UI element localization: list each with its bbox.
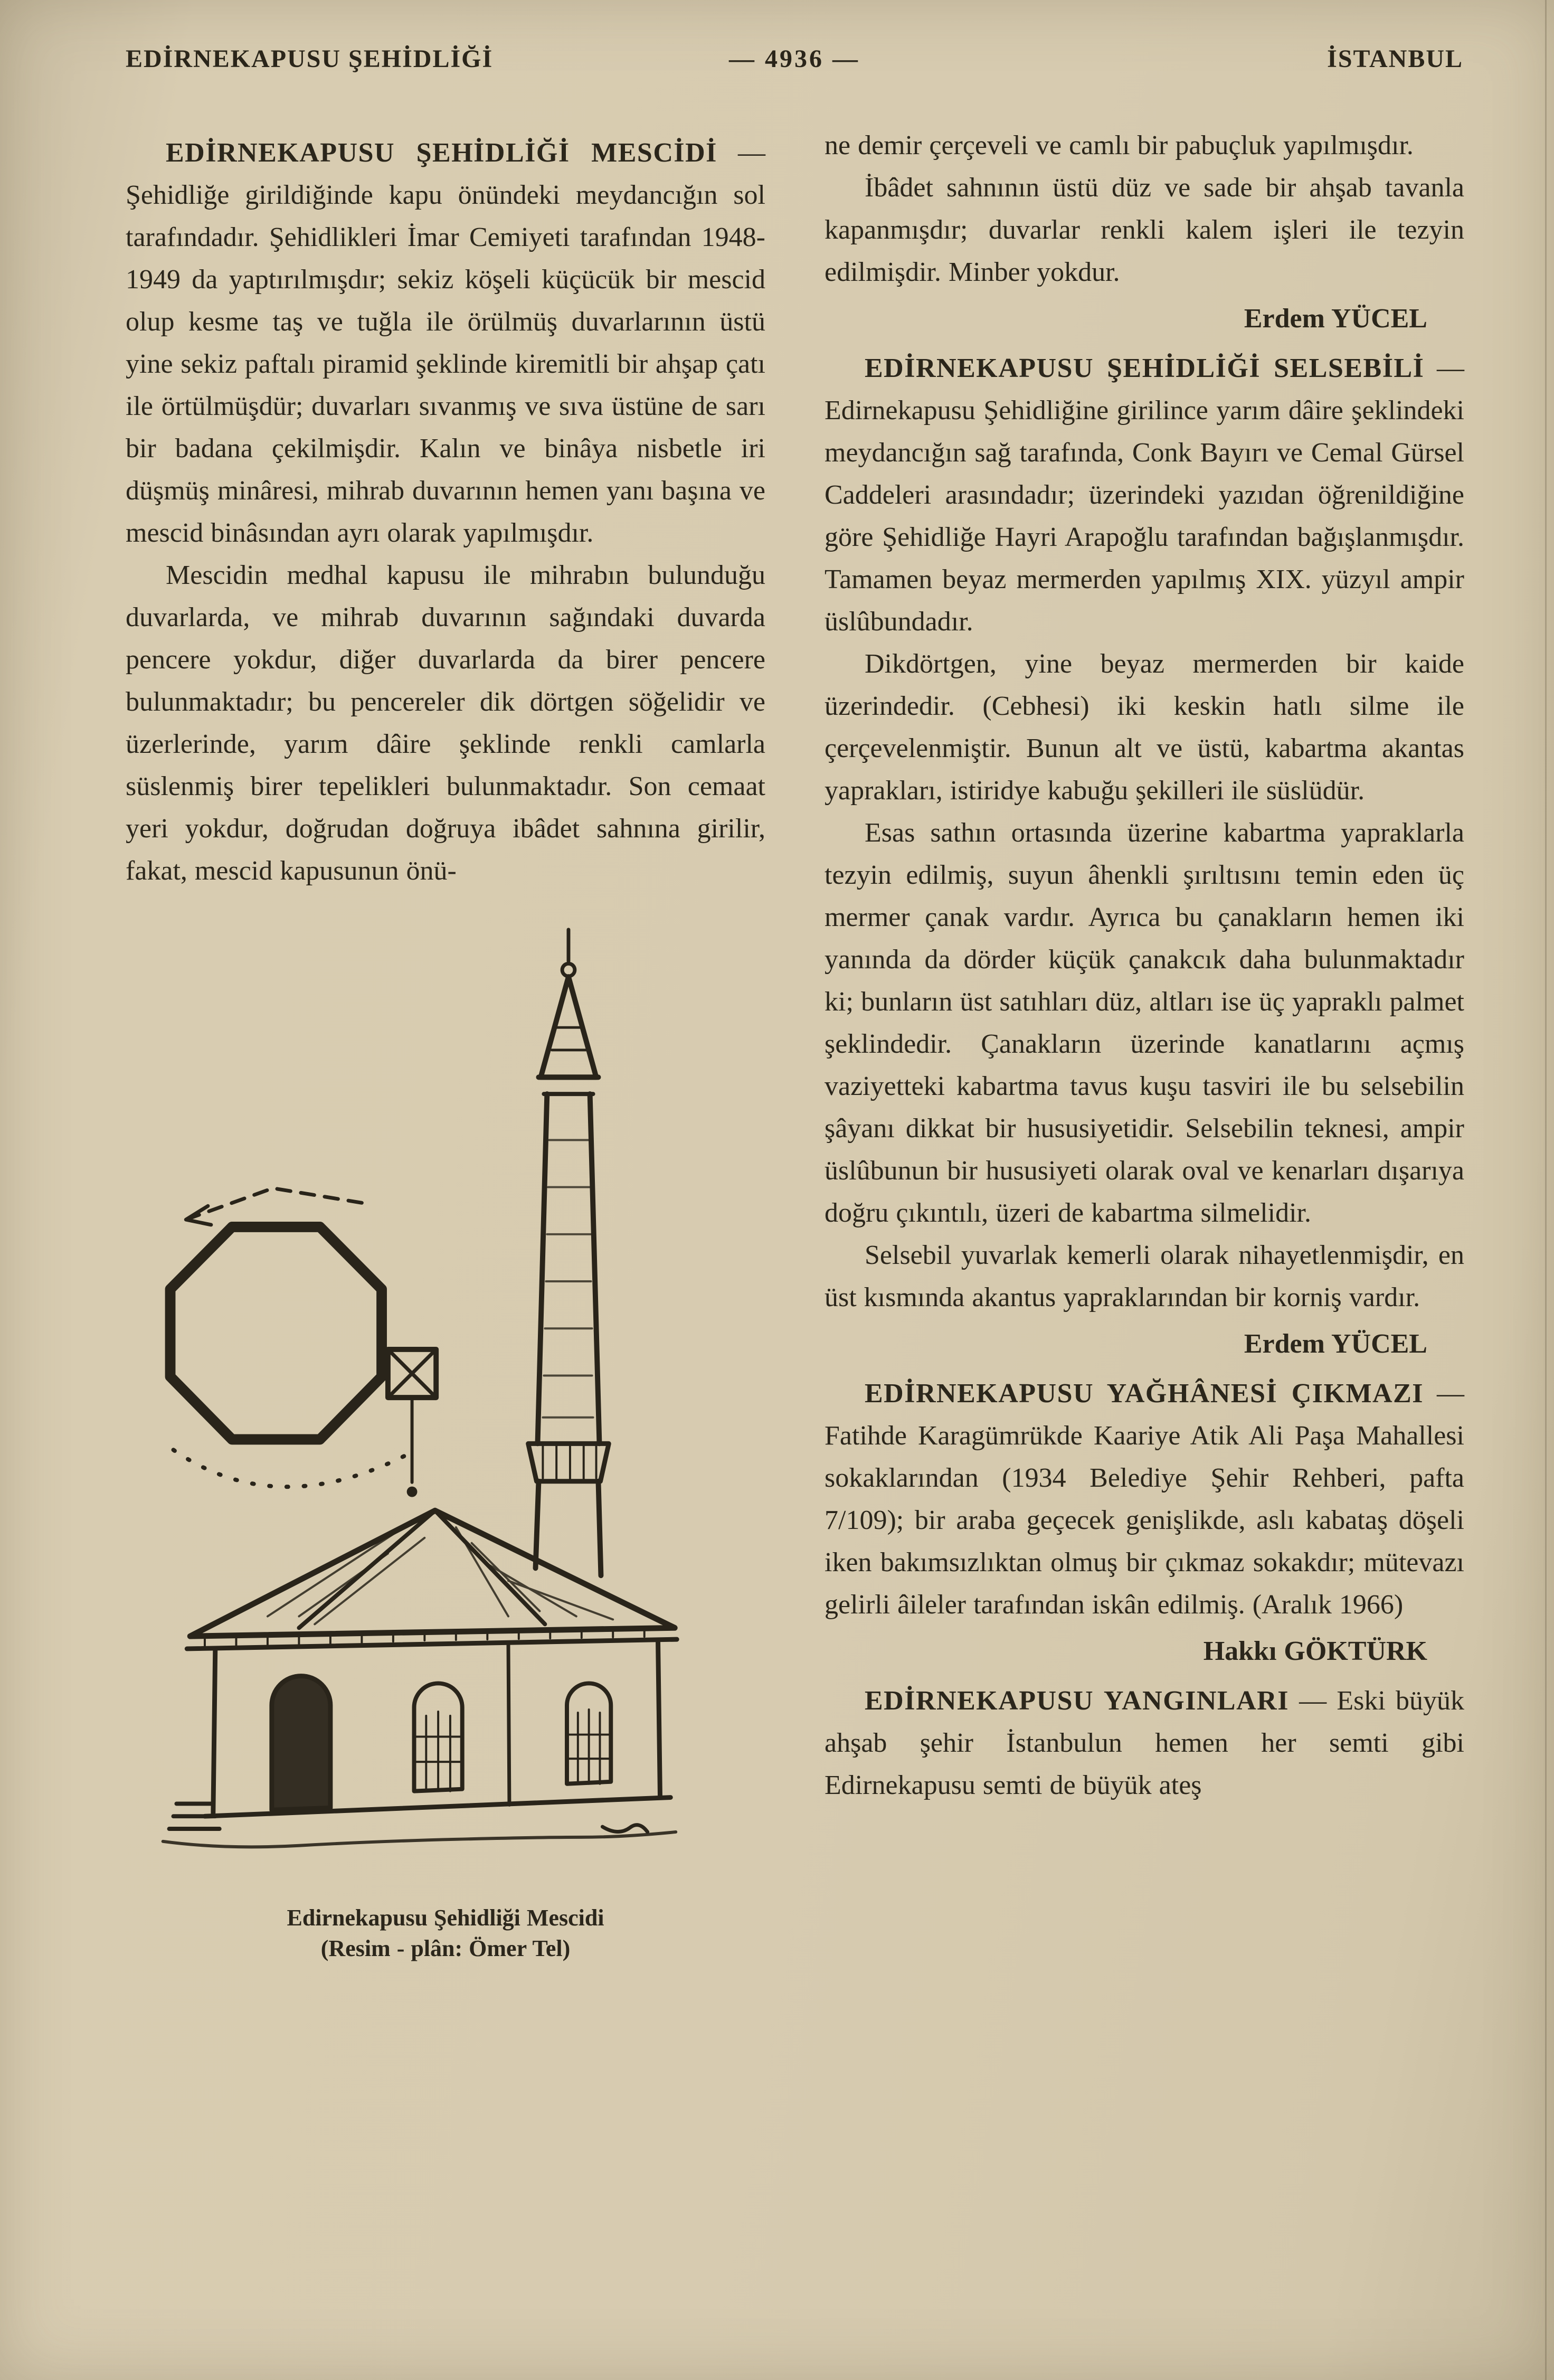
article-selsebili-paragraph-3: Esas sathın ortasında üzerine kabartma yapraklarla tezyin edilmiş, suyun âhenkli şırıltısını temin eden üç mermer çanak vardır. Ayrıca bu çanakların hemen iki yanında da dörder küçük çanakcık daha bulunmaktadır ki; bunların üst satıhları düz, altları ise üç yapraklı palmet şeklindedir. Çanakların üzerinde kanatlarını açmış vaziyetteki kabartma tavus kuşu tasviri ile bu selsebilin şâyanı dikkat bir hususiyetidir. Selsebilin teknesi, ampir üslûbunun bir hususiyeti olarak oval ve kenarları dışarıya doğru çıkıntılı, üzeri de kabartma silmelidir.: [825, 818, 1464, 1228]
article-yaghanesi-body-1: — Fatihde Karagümrükde Kaariye Atik Ali Paşa Mahallesi sokaklarından (1934 Belediye Şehir Rehberi, pafta 7/109); bir araba geçecek genişlikde, aslı kabataş döşeli iken bakımsızlıktan olmuş bir çıkmaz sokakdır; mütevazı gelirli âileler tarafından iskân edilmiş. (Aralık 1966): [825, 1378, 1464, 1620]
header-left-title: EDİRNEKAPUSU ŞEHİDLİĞİ: [126, 45, 494, 73]
article-yanginlari-body-1: — Eski büyük ahşab şehir İstanbulun hemen her semti gibi Edirnekapusu semti de büyük ateş: [825, 1686, 1465, 1800]
author-signature-3: Hakkı GÖKTÜRK: [1203, 1636, 1427, 1666]
article-selsebili-paragraph-2: Dikdörtgen, yine beyaz mermerden bir kaide üzerindedir. (Cebhesi) iki keskin hatlı silme ile çerçevelenmiştir. Bunun alt ve üstü, kabartma akantas yaprakları, istiridye kabuğu şekilleri ile süslüdür.: [825, 649, 1464, 806]
article-yaghanesi-paragraph-1: [825, 1373, 1464, 1626]
article-selsebili-title: EDİRNEKAPUSU ŞEHİDLİĞİ SELSEBİLİ: [865, 353, 1425, 383]
right-column: [825, 125, 1464, 1964]
floor-plan-drawing: [170, 1188, 437, 1497]
continuation-paragraph-2: İbâdet sahnının üstü düz ve sade bir ahşab tavanla kapanmışdır; duvarlar renkli kalem işleri ile tezyin edilmişdir. Minber yokdur.: [825, 173, 1464, 287]
mescid-figure: [126, 920, 765, 1964]
mescid-sketch: [142, 920, 749, 1889]
continuation-paragraph-1: ne demir çerçeveli ve camlı bir pabuçluk yapılmışdır.: [825, 130, 1414, 160]
article-selsebili-body-1: — Edirnekapusu Şehidliğine girilince yarım dâire şeklindeki meydancığın sağ tarafında, Conk Bayırı ve Cemal Gürsel Caddeleri arasındadır; üzerindeki yazıdan öğrenildiğine göre Şehidliğe Hayri Arapoğlu tarafından bağışlanmışdır. Tamamen beyaz mermerden yapılmış XIX. yüzyıl ampir üslûbundadır.: [825, 353, 1464, 637]
figure-caption-credit: (Resim - plân: Ömer Tel): [320, 1935, 571, 1961]
article-yanginlari-title: EDİRNEKAPUSU YANGINLARI: [865, 1686, 1289, 1716]
minaret-drawing: [528, 930, 609, 1575]
article-mescidi-paragraph-1: [126, 132, 765, 554]
two-column-body: [126, 125, 1464, 1964]
left-column: [126, 125, 765, 1964]
author-signature-2: Erdem YÜCEL: [1244, 1329, 1427, 1359]
page-edge-line: [1545, 0, 1547, 2380]
figure-caption: [126, 1903, 765, 1964]
header-right-title: İSTANBUL: [1327, 45, 1464, 73]
article-yaghanesi-title: EDİRNEKAPUSU YAĞHÂNESİ ÇIKMAZI: [865, 1378, 1424, 1409]
article-selsebili-paragraph-1: [825, 347, 1464, 643]
running-head: [126, 44, 1463, 73]
article-mescidi-body-1: — Şehidliğe girildiğinde kapu önündeki meydancığın sol tarafındadır. Şehidlikleri İmar Cemiyeti tarafından 1948-1949 da yaptırılmışdır; sekiz köşeli küçücük bir mescid olup kesme taş ve tuğla ile örülmüş duvarlarının üstü yine sekiz paftalı piramid şeklinde kiremitli bir ahşap çatı ile örtülmüşdür; duvarları sıvanmış ve sıva üstüne de sarı bir badana çekilmişdir. Kalın ve binâya nisbetle iri düşmüş minâresi, mihrab duvarının hemen yanı başına ve mescid binâsından ayrı olarak yapılmışdır.: [126, 138, 765, 548]
figure-caption-title: Edirnekapusu Şehidliği Mescidi: [287, 1905, 604, 1931]
article-yanginlari-paragraph-1: [825, 1680, 1464, 1807]
page-number: — 4936 —: [729, 45, 860, 73]
author-signature-1: Erdem YÜCEL: [1244, 304, 1427, 334]
article-selsebili-paragraph-4: Selsebil yuvarlak kemerli olarak nihayetlenmişdir, en üst kısmında akantus yapraklarından bir korniş vardır.: [825, 1240, 1464, 1312]
article-mescidi-title: EDİRNEKAPUSU ŞEHİDLİĞİ MESCİDİ: [166, 138, 717, 168]
article-mescidi-paragraph-2: Mescidin medhal kapusu ile mihrabın bulunduğu duvarlarda, ve mihrab duvarının sağındaki duvarda pencere yokdur, diğer duvarlarda da birer pencere bulunmaktadır; bu pencereler dik dörtgen söğelidir ve üzerlerinde, yarım dâire şeklinde renkli camlarla süslenmiş birer tepelikleri bulunmaktadır. Son cemaat yeri yokdur, doğrudan doğruya ibâdet sahnına girilir, fakat, mescid kapusunun önü-: [126, 560, 765, 886]
